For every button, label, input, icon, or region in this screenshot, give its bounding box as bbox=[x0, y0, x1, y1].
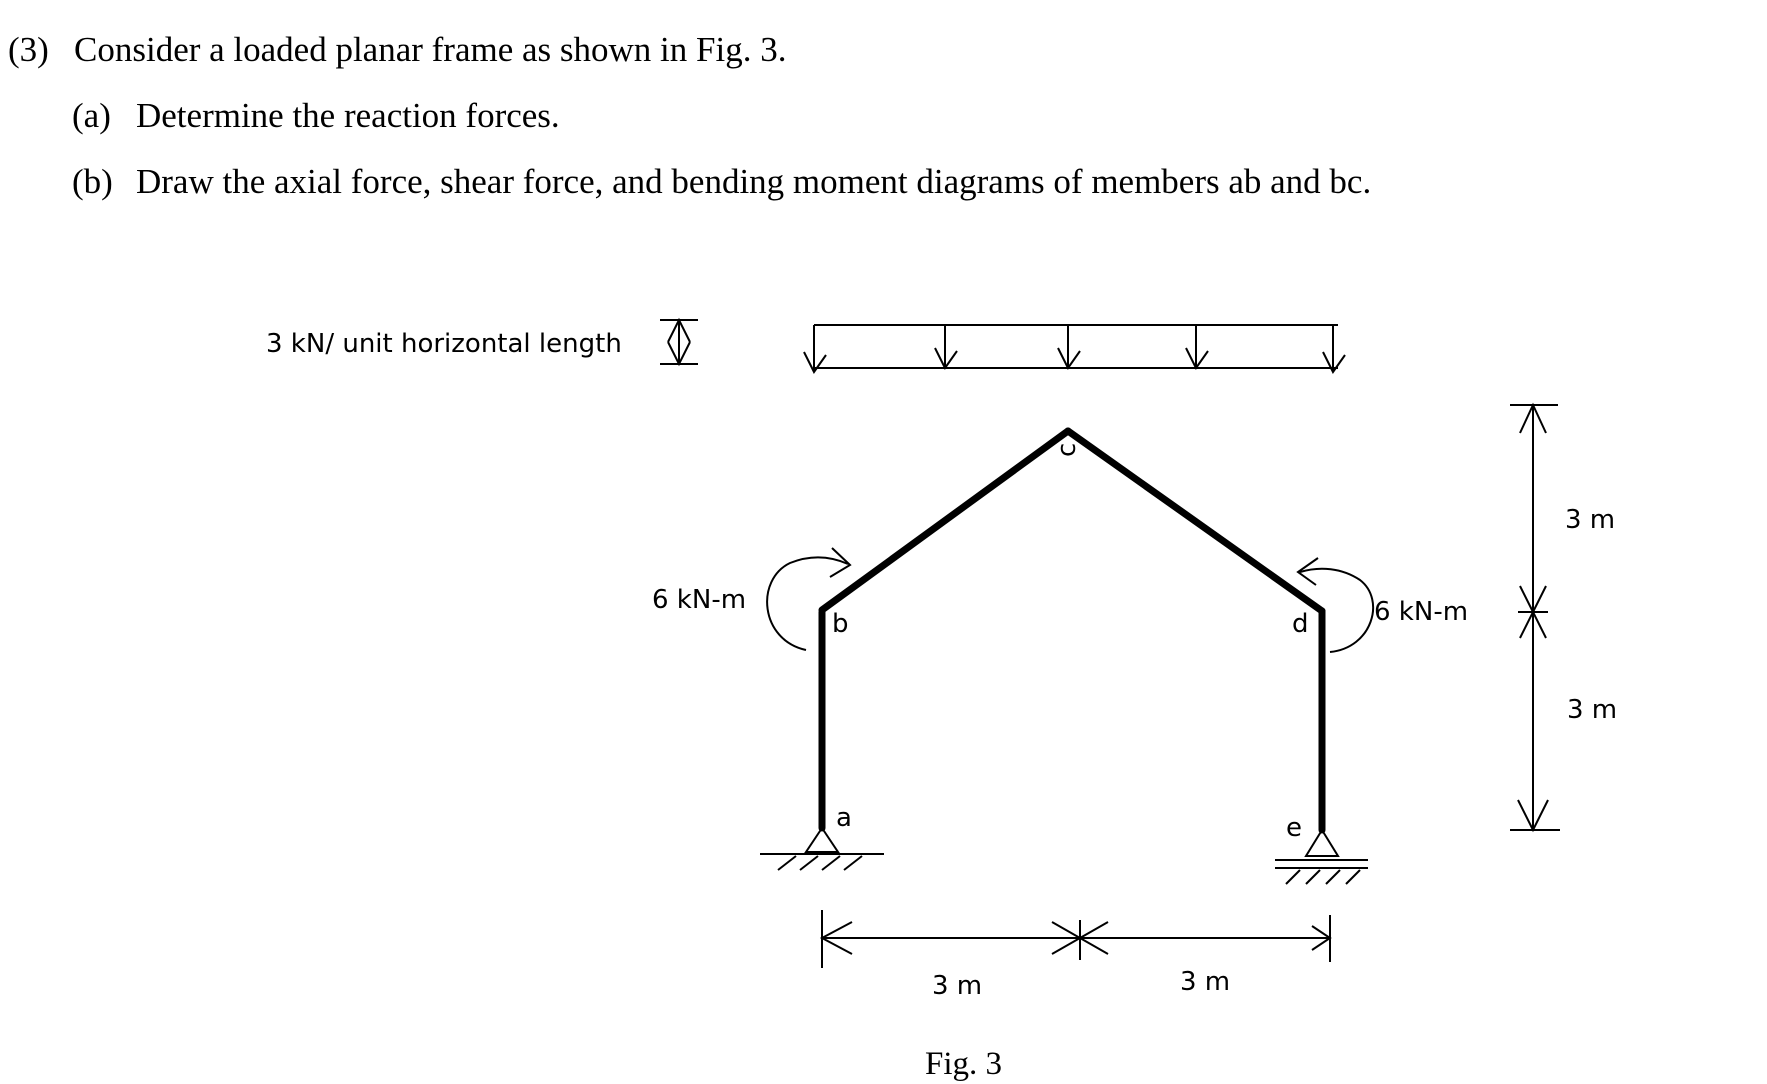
height-top-label: 3 m bbox=[1565, 505, 1616, 535]
member-bc bbox=[822, 431, 1068, 610]
part-a-label: (a) bbox=[72, 96, 111, 135]
part-b-text: Draw the axial force, shear force, and bending moment diagrams of members ab and bc. bbox=[136, 162, 1372, 201]
distributed-load bbox=[804, 325, 1345, 372]
moment-left-label: 6 kN-m bbox=[652, 585, 747, 615]
load-label: 3 kN/ unit horizontal length bbox=[266, 329, 622, 359]
span-right-label: 3 m bbox=[1180, 967, 1231, 997]
moment-right-label: 6 kN-m bbox=[1374, 597, 1469, 627]
node-e-label: e bbox=[1286, 813, 1302, 843]
node-a-label: a bbox=[836, 803, 852, 833]
figure-caption: Fig. 3 bbox=[925, 1046, 1003, 1082]
load-arrow-2 bbox=[935, 325, 957, 368]
node-b-label: b bbox=[832, 609, 849, 639]
question-text: Consider a loaded planar frame as shown in Fig. 3. bbox=[74, 30, 787, 69]
pin-support-a bbox=[760, 828, 884, 870]
load-arrow-4 bbox=[1186, 325, 1208, 368]
member-cd bbox=[1068, 431, 1322, 611]
height-bottom-label: 3 m bbox=[1567, 695, 1618, 725]
frame-members bbox=[822, 431, 1322, 830]
horizontal-dimension bbox=[822, 910, 1330, 968]
node-c-label: c bbox=[1052, 442, 1082, 457]
load-arrow-5 bbox=[1323, 325, 1345, 372]
part-a-text: Determine the reaction forces. bbox=[136, 96, 560, 135]
load-legend-arrow-icon bbox=[660, 320, 698, 364]
vertical-dimension bbox=[1510, 405, 1560, 830]
part-b-label: (b) bbox=[72, 162, 113, 201]
load-arrow-1 bbox=[804, 325, 826, 372]
node-d-label: d bbox=[1292, 609, 1309, 639]
question-number: (3) bbox=[8, 30, 49, 69]
span-left-label: 3 m bbox=[932, 971, 983, 1001]
load-arrow-3 bbox=[1058, 325, 1080, 368]
